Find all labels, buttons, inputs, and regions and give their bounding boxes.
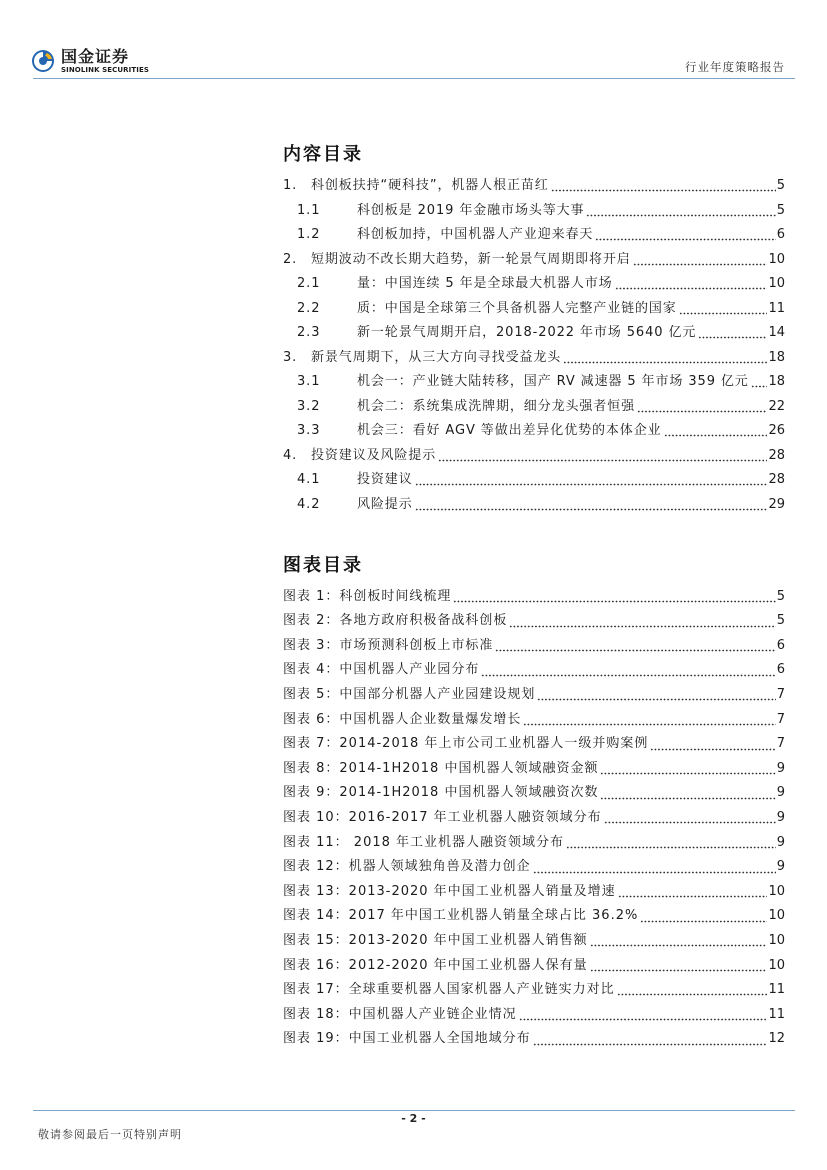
figure-entry-label: 图表 4：中国机器人产业园分布 bbox=[283, 662, 480, 678]
dot-leader bbox=[664, 425, 768, 437]
footer-disclaimer: 敬请参阅最后一页特别声明 bbox=[38, 1128, 182, 1141]
toc-entry-title: 科创板扶持“硬科技”，机器人根正苗红 bbox=[311, 178, 549, 193]
toc-entry-number: 3.2 bbox=[297, 398, 321, 414]
figure-entry-page: 6 bbox=[776, 662, 785, 678]
toc-entry-title: 科创板是 2019 年金融市场头等大事 bbox=[357, 202, 585, 218]
figure-entry-label: 图表 11： 2018 年工业机器人融资领域分布 bbox=[283, 834, 565, 850]
figure-entry[interactable] bbox=[283, 954, 785, 979]
figure-entry-page: 10 bbox=[768, 957, 785, 973]
toc-entry-page: 10 bbox=[768, 251, 785, 267]
logo-chinese-name: 国金证券 bbox=[61, 47, 130, 66]
figure-entry[interactable] bbox=[283, 831, 785, 856]
toc-entry-page: 28 bbox=[768, 472, 785, 487]
figure-entry-label: 图表 16：2012-2020 年中国工业机器人保有量 bbox=[283, 957, 588, 973]
figure-entry-label: 图表 19：中国工业机器人全国地域分布 bbox=[283, 1031, 531, 1047]
figure-entry-label: 图表 8：2014-1H2018 中国机器人领域融资金额 bbox=[283, 760, 599, 776]
dot-leader bbox=[633, 254, 768, 266]
dot-leader bbox=[537, 689, 775, 701]
sinolink-logo-icon bbox=[31, 47, 57, 75]
figure-entry-label: 图表 9：2014-1H2018 中国机器人领域融资次数 bbox=[283, 785, 599, 801]
dot-leader bbox=[563, 352, 767, 364]
toc-entry[interactable] bbox=[283, 370, 785, 395]
toc-entry-page: 11 bbox=[768, 300, 785, 316]
toc-entry-title: 新一轮景气周期开启，2018-2022 年市场 5640 亿元 bbox=[357, 325, 697, 340]
dot-leader bbox=[615, 278, 768, 290]
figure-entry-page: 5 bbox=[776, 613, 785, 629]
toc-entry-page: 5 bbox=[776, 178, 785, 193]
dot-leader bbox=[600, 788, 775, 800]
dot-leader bbox=[618, 886, 768, 898]
figure-entry-label: 图表 3：市场预测科创板上市标准 bbox=[283, 637, 494, 653]
dot-leader bbox=[566, 837, 776, 849]
figure-entry-page: 11 bbox=[768, 982, 785, 998]
toc-entry[interactable] bbox=[283, 199, 785, 224]
dot-leader bbox=[604, 812, 776, 824]
figure-entry[interactable] bbox=[283, 904, 785, 929]
toc-entry-number: 1. bbox=[283, 178, 298, 193]
toc-entry[interactable] bbox=[283, 174, 785, 199]
toc-entry-page: 14 bbox=[768, 325, 785, 340]
figure-entry[interactable] bbox=[283, 880, 785, 905]
logo-english-name: SINOLINK SECURITIES bbox=[61, 66, 149, 74]
figure-entry-page: 7 bbox=[776, 736, 785, 752]
figure-entry-page: 10 bbox=[768, 933, 785, 948]
toc-entry[interactable] bbox=[283, 395, 785, 420]
dot-leader bbox=[586, 205, 775, 217]
figure-entry[interactable] bbox=[283, 806, 785, 831]
toc-entry-number: 2.3 bbox=[297, 325, 321, 340]
toc-entry-title: 机会一：产业链大陆转移，国产 RV 减速器 5 年市场 359 亿元 bbox=[357, 374, 749, 389]
figure-entry[interactable] bbox=[283, 683, 785, 708]
dot-leader bbox=[679, 303, 768, 315]
dot-leader bbox=[509, 616, 775, 628]
figure-entry-label: 图表 18：中国机器人产业链企业情况 bbox=[283, 1006, 517, 1022]
dot-leader bbox=[415, 499, 768, 511]
toc-entry-page: 10 bbox=[768, 276, 785, 291]
dot-leader bbox=[600, 763, 775, 775]
dot-leader bbox=[617, 984, 768, 996]
toc-entry[interactable] bbox=[283, 321, 785, 346]
dot-leader bbox=[415, 474, 768, 486]
figure-entry-page: 9 bbox=[776, 810, 785, 826]
toc-entry-title: 机会三：看好 AGV 等做出差异化优势的本体企业 bbox=[357, 423, 662, 438]
dot-leader bbox=[590, 935, 768, 947]
figure-entry[interactable] bbox=[283, 658, 785, 683]
toc-entry-number: 3.1 bbox=[297, 374, 321, 389]
figure-entry-label: 图表 5：中国部分机器人产业园建设规划 bbox=[283, 687, 536, 703]
toc-entry-title: 质：中国是全球第三个具备机器人完整产业链的国家 bbox=[357, 300, 677, 316]
toc-entry[interactable] bbox=[283, 346, 785, 371]
figure-entry[interactable] bbox=[283, 781, 785, 806]
toc-entry-page: 18 bbox=[768, 374, 785, 389]
dot-leader bbox=[523, 714, 775, 726]
figure-entry[interactable] bbox=[283, 1003, 785, 1028]
toc-list bbox=[283, 174, 785, 517]
toc-entry-page: 26 bbox=[768, 423, 785, 438]
figure-entry-page: 9 bbox=[776, 859, 785, 875]
dot-leader bbox=[495, 640, 775, 652]
figure-entry-page: 7 bbox=[776, 711, 785, 727]
figure-entry[interactable] bbox=[283, 585, 785, 610]
figure-entry-page: 9 bbox=[776, 760, 785, 776]
figure-entry-page: 12 bbox=[768, 1031, 785, 1047]
figure-entry-page: 5 bbox=[776, 588, 785, 604]
toc-entry-number: 2.1 bbox=[297, 276, 321, 291]
dot-leader bbox=[533, 862, 776, 874]
dot-leader bbox=[438, 450, 767, 462]
figure-entry[interactable] bbox=[283, 978, 785, 1003]
figure-list-heading: 图表目录 bbox=[283, 555, 363, 576]
page-number: - 2 - bbox=[401, 1112, 426, 1125]
toc-entry-title: 机会二：系统集成洗牌期，细分龙头强者恒强 bbox=[357, 398, 636, 414]
toc-heading: 内容目录 bbox=[283, 144, 363, 165]
toc-entry-number: 2.2 bbox=[297, 300, 321, 316]
toc-entry-title: 投资建议 bbox=[357, 472, 413, 487]
dot-leader bbox=[533, 1034, 768, 1046]
toc-entry-number: 3.3 bbox=[297, 423, 321, 438]
figure-entry-label: 图表 12：机器人领域独角兽及潜力创企 bbox=[283, 859, 531, 875]
figure-entry-label: 图表 2：各地方政府积极备战科创板 bbox=[283, 613, 508, 629]
figure-entry[interactable] bbox=[283, 732, 785, 757]
figure-entry-page: 10 bbox=[768, 883, 785, 899]
figure-entry-page: 6 bbox=[776, 637, 785, 653]
figure-entry[interactable] bbox=[283, 634, 785, 659]
toc-entry-number: 3. bbox=[283, 349, 298, 365]
toc-entry-page: 28 bbox=[768, 447, 785, 463]
toc-entry-number: 1.1 bbox=[297, 202, 321, 218]
toc-entry-page: 22 bbox=[768, 398, 785, 414]
toc-entry-number: 4.1 bbox=[297, 472, 321, 487]
figure-entry-page: 10 bbox=[768, 908, 785, 924]
figure-entry[interactable] bbox=[283, 609, 785, 634]
figure-list bbox=[283, 585, 785, 1052]
dot-leader bbox=[751, 376, 768, 388]
figure-entry[interactable] bbox=[283, 929, 785, 954]
toc-entry[interactable] bbox=[283, 272, 785, 297]
dot-leader bbox=[551, 180, 776, 192]
figure-entry[interactable] bbox=[283, 757, 785, 782]
toc-entry-page: 18 bbox=[768, 349, 785, 365]
toc-entry-number: 1.2 bbox=[297, 227, 321, 242]
figure-entry-label: 图表 15：2013-2020 年中国工业机器人销售额 bbox=[283, 933, 588, 948]
dot-leader bbox=[698, 327, 767, 339]
toc-entry-title: 短期波动不改长期大趋势，新一轮景气周期即将开启 bbox=[311, 251, 631, 267]
toc-entry[interactable] bbox=[283, 444, 785, 469]
figure-entry-label: 图表 17：全球重要机器人国家机器人产业链实力对比 bbox=[283, 982, 615, 998]
dot-leader bbox=[453, 591, 775, 603]
figure-entry-label: 图表 10：2016-2017 年工业机器人融资领域分布 bbox=[283, 810, 602, 826]
toc-entry-title: 投资建议及风险提示 bbox=[311, 447, 437, 463]
report-type-label: 行业年度策略报告 bbox=[685, 60, 785, 74]
toc-entry-title: 新景气周期下，从三大方向寻找受益龙头 bbox=[311, 349, 562, 365]
figure-entry-label: 图表 1：科创板时间线梳理 bbox=[283, 588, 452, 604]
toc-entry[interactable] bbox=[283, 248, 785, 273]
toc-entry[interactable] bbox=[283, 223, 785, 248]
toc-entry[interactable] bbox=[283, 468, 785, 493]
figure-entry-page: 11 bbox=[768, 1006, 785, 1022]
toc-entry-title: 科创板加持，中国机器人产业迎来春天 bbox=[357, 227, 594, 242]
dot-leader bbox=[595, 229, 775, 241]
toc-entry[interactable] bbox=[283, 493, 785, 518]
toc-entry-title: 量：中国连续 5 年是全球最大机器人市场 bbox=[357, 276, 613, 291]
dot-leader bbox=[519, 1009, 768, 1021]
toc-entry-page: 29 bbox=[768, 496, 785, 512]
toc-entry-number: 4. bbox=[283, 447, 298, 463]
figure-entry-page: 9 bbox=[776, 834, 785, 850]
header-divider bbox=[33, 78, 795, 79]
toc-entry[interactable] bbox=[283, 419, 785, 444]
figure-entry-label: 图表 13：2013-2020 年中国工业机器人销量及增速 bbox=[283, 883, 616, 899]
dot-leader bbox=[650, 739, 775, 751]
figure-entry-label: 图表 7：2014-2018 年上市公司工业机器人一级并购案例 bbox=[283, 736, 649, 752]
figure-entry-label: 图表 14：2017 年中国工业机器人销量全球占比 36.2% bbox=[283, 908, 639, 924]
figure-entry[interactable] bbox=[283, 708, 785, 733]
toc-entry-page: 6 bbox=[776, 227, 785, 242]
figure-entry-label: 图表 6：中国机器人企业数量爆发增长 bbox=[283, 711, 522, 727]
dot-leader bbox=[481, 665, 775, 677]
dot-leader bbox=[637, 401, 767, 413]
toc-entry-number: 2. bbox=[283, 251, 298, 267]
figure-entry[interactable] bbox=[283, 1027, 785, 1052]
dot-leader bbox=[590, 960, 768, 972]
toc-entry[interactable] bbox=[283, 297, 785, 322]
figure-entry[interactable] bbox=[283, 855, 785, 880]
toc-entry-title: 风险提示 bbox=[357, 496, 413, 512]
company-logo bbox=[31, 47, 161, 77]
toc-entry-number: 4.2 bbox=[297, 496, 321, 512]
toc-entry-page: 5 bbox=[776, 202, 785, 218]
figure-entry-page: 7 bbox=[776, 687, 785, 703]
footer-divider bbox=[33, 1110, 795, 1111]
figure-entry-page: 9 bbox=[776, 785, 785, 801]
dot-leader bbox=[640, 911, 767, 923]
